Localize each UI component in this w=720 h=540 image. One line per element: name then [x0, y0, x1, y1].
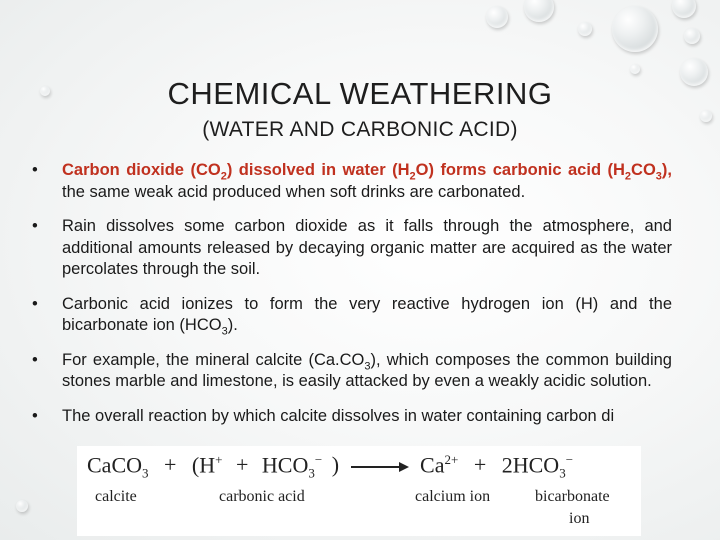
- slide-subtitle: (WATER AND CARBONIC ACID): [202, 118, 518, 141]
- bullet-list: [32, 160, 672, 440]
- label-bicarbonate: bicarbonate: [535, 488, 610, 505]
- bullet-marker: •: [32, 406, 38, 425]
- label-ion: ion: [569, 510, 590, 527]
- water-droplet: [16, 500, 28, 512]
- bullet-item-4: • For example, the mineral calcite $(Ca.CO_3)$, which composes the common building stones marble and limestone, is easily attacked by even a weakly acidic solution.: [32, 350, 672, 390]
- water-droplet: [578, 22, 592, 36]
- label-calcium-ion: calcium ion: [415, 488, 491, 505]
- reaction-equation: CaCO$_3$ + ($H^+ + HCO_3^-$ ) $Ca^{2+} + 2HCO_3^-$: [87, 452, 574, 481]
- water-droplet: [672, 0, 696, 18]
- water-droplet: [524, 0, 554, 22]
- bullet-marker: •: [32, 161, 38, 179]
- bullet-item-1: • Carbon dioxide $(CO_2)$ dissolved in water $(H_2O)$ forms carbonic acid $(H_2CO_3)$, the same weak acid produced when soft drinks are carbonated.: [32, 161, 672, 201]
- bullet-item-2: • Rain dissolves some carbon dioxide as it falls through the atmosphere, and additional amounts released by decaying organic matter are acquired as the water percolates through the soil.: [32, 217, 672, 278]
- label-calcite: calcite: [95, 488, 137, 505]
- bullet-marker: •: [32, 294, 38, 313]
- water-droplet: [684, 28, 700, 44]
- bullet-item-3: • Carbonic acid ionizes to form the very reactive hydrogen ion (H) and the bicarbonate ion $(HCO_3)$.: [32, 294, 672, 338]
- reaction-equation-image: [77, 446, 641, 536]
- slide-title: CHEMICAL WEATHERING: [167, 76, 553, 111]
- water-droplet: [630, 64, 640, 74]
- bullet-marker: •: [32, 217, 38, 235]
- water-droplet: [486, 6, 508, 28]
- water-droplet: [612, 6, 658, 52]
- label-carbonic-acid: carbonic acid: [219, 488, 305, 505]
- bullet-marker: •: [32, 350, 38, 369]
- bullet-item-5: • The overall reaction by which calcite dissolves in water containing carbon di: [32, 406, 672, 428]
- reaction-arrow-icon: [351, 461, 409, 473]
